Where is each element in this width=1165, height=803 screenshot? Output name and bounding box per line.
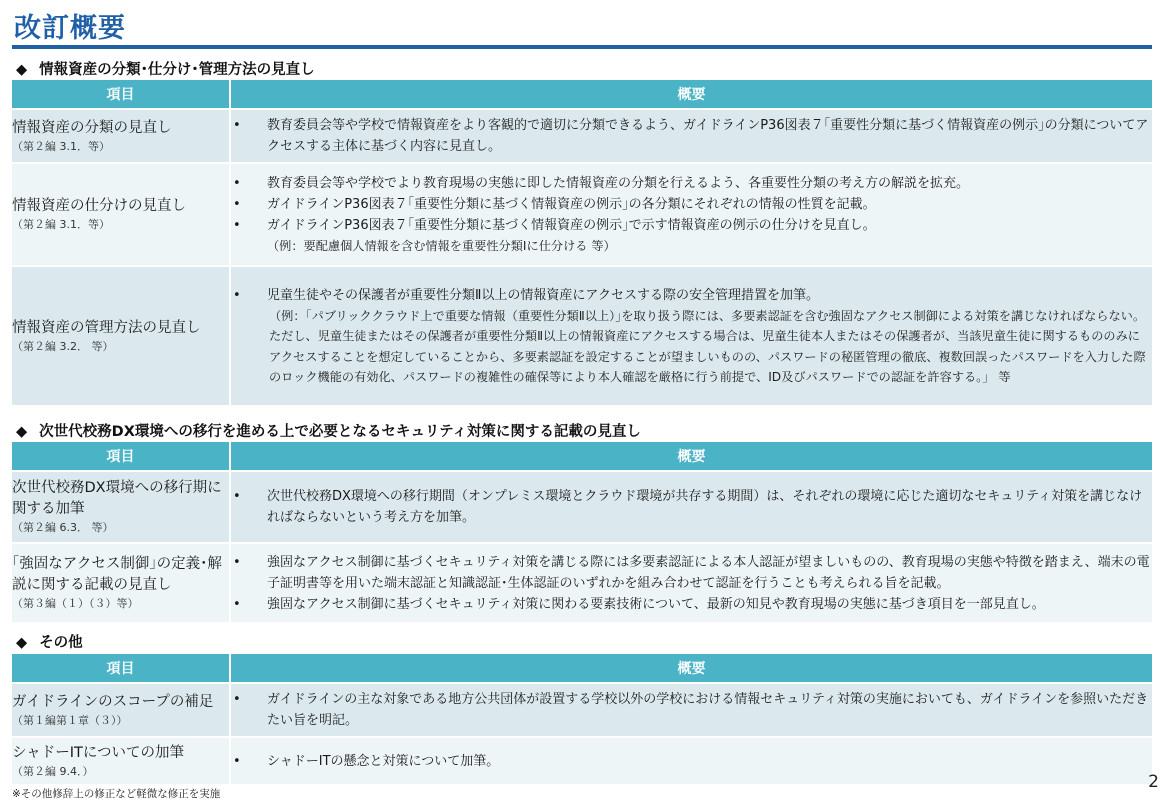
diamond-bullet-icon: ◆ <box>16 424 28 440</box>
summary-cell <box>231 267 1152 407</box>
column-header-item: 項目 <box>12 80 231 110</box>
table-row <box>12 684 1152 738</box>
table-row <box>12 738 1152 786</box>
section-heading-dx: ◆ 次世代校務DX環境への移行を進める上で必要となるセキュリティ対策に関する記載の見直し <box>16 424 641 440</box>
diamond-bullet-icon: ◆ <box>16 635 28 651</box>
table-dx <box>12 442 1152 624</box>
table-row <box>12 544 1152 624</box>
item-name: 情報資産の管理方法の見直し <box>12 319 201 336</box>
item-name: ｢強固なアクセス制御｣の定義･解説に関する記載の見直し <box>12 556 222 593</box>
bullet-item: • 教育委員会等や学校で情報資産をより客観的で適切に分類できるよう、ガイドラインP36図表７｢重要性分類に基づく情報資産の例示｣の分類についてアクセスする主体に基づく内容に見直し。 <box>231 115 1152 157</box>
item-name: ガイドラインのスコープの補足 <box>12 693 214 710</box>
table-classification <box>12 80 1152 407</box>
title-divider <box>12 45 1152 49</box>
item-cell <box>12 267 231 407</box>
summary-cell <box>231 684 1152 738</box>
table-row <box>12 267 1152 407</box>
example-note: （例：｢パブリッククラウド上で重要な情報（重要性分類Ⅱ以上）｣を取り扱う際には、多要素認証を含む強固なアクセス制御による対策を講じなければならない。ただし、児童生徒またはその保護者が重要性分類Ⅱ以上の情報資産にアクセスする場合は、児童生徒本人またはその保護者が、当該児童生徒に関するもののみにアクセスすることを想定していることから、多要素認証を設定することが望ましいものの、パスワードの秘匿管理の徹底、複数回誤ったパスワードを入力した際のロック機能の有効化、パスワードの複雑性の確保等により本人確認を厳格に行う前提で、ID及びパスワードでの認証を許容する。」 等 <box>269 308 1146 384</box>
bullet-item: • 強固なアクセス制御に基づくセキュリティ対策に関わる要素技術について、最新の知見や教育現場の実態に基づき項目を一部見直し。 <box>231 594 1152 615</box>
summary-cell <box>231 738 1152 786</box>
bullet-item: • ガイドラインP36図表７｢重要性分類に基づく情報資産の例示｣で示す情報資産の例示の仕分けを見直し。 <box>231 215 1152 236</box>
item-cell <box>12 738 231 786</box>
column-header-summary: 概要 <box>231 654 1152 684</box>
item-name: シャドーITについての加筆 <box>12 744 185 761</box>
bullet-item: • 次世代校務DX環境への移行期間（オンプレミス環境とクラウド環境が共存する期間）は、それぞれの環境に応じた適切なセキュリティ対策を講じなければならないという考え方を加筆。 <box>231 486 1152 528</box>
item-cell <box>12 110 231 164</box>
footnote: ※その他修辞上の修正など軽微な修正を実施 <box>12 788 221 800</box>
item-reference: （第１編第１章（３）） <box>12 713 128 727</box>
bullet-item: • 強固なアクセス制御に基づくセキュリティ対策を講じる際には多要素認証による本人認証が望ましいものの、教育現場の実態や特徴を踏まえ、端末の電子証明書等を用いた端末認証と知識認証･生体認証のいずれかを組み合わせて認証を行うことも考えられる旨を記載。 <box>231 552 1152 594</box>
item-name: 次世代校務DX環境への移行期に関する加筆 <box>12 480 222 517</box>
item-name: 情報資産の分類の見直し <box>12 119 172 136</box>
summary-cell <box>231 164 1152 267</box>
item-name: 情報資産の仕分けの見直し <box>12 198 186 214</box>
example-note: （例：要配慮個人情報を含む情報を重要性分類Ⅰに仕分ける 等） <box>267 238 616 253</box>
item-cell <box>12 164 231 267</box>
bullet-item: • 教育委員会等や学校でより教育現場の実態に即した情報資産の分類を行えるよう、各重要性分類の考え方の解説を拡充。 <box>231 173 1152 194</box>
item-cell <box>12 544 231 624</box>
bullet-item: • ガイドラインの主な対象である地方公共団体が設置する学校以外の学校における情報セキュリティ対策の実施においても、ガイドラインを参照いただきたい旨を明記。 <box>231 689 1152 731</box>
bullet-item: • シャドーITの懸念と対策について加筆。 <box>231 751 1152 772</box>
item-reference: （第３編（１）（３）等） <box>12 597 139 610</box>
bullet-item: • ガイドラインP36図表７｢重要性分類に基づく情報資産の例示｣の各分類にそれぞれの情報の性質を記載。 <box>231 194 1152 215</box>
section-heading-other: ◆ その他 <box>16 635 83 651</box>
column-header-item: 項目 <box>12 654 231 684</box>
item-reference: （第２編 6.3． 等） <box>12 521 114 534</box>
item-reference: （第２編 3.2． 等） <box>12 339 114 353</box>
column-header-summary: 概要 <box>231 442 1152 472</box>
item-cell <box>12 472 231 544</box>
summary-cell <box>231 544 1152 624</box>
table-other <box>12 654 1152 786</box>
page-title: 改訂概要 <box>14 13 126 44</box>
summary-cell <box>231 472 1152 544</box>
item-reference: （第２編 3.1．等） <box>12 218 110 231</box>
page-number: 2 <box>1148 772 1159 792</box>
table-row <box>12 110 1152 164</box>
section-heading-classification: ◆ 情報資産の分類･仕分け･管理方法の見直し <box>16 62 315 78</box>
diamond-bullet-icon: ◆ <box>16 62 28 78</box>
table-row <box>12 472 1152 544</box>
bullet-item: • 児童生徒やその保護者が重要性分類Ⅱ以上の情報資産にアクセスする際の安全管理措置を加筆。 <box>231 285 1152 306</box>
item-reference: （第２編 3.1．等） <box>12 139 110 153</box>
table-row <box>12 164 1152 267</box>
item-cell <box>12 684 231 738</box>
item-reference: （第２編 9.4．） <box>12 764 94 778</box>
column-header-summary: 概要 <box>231 80 1152 110</box>
column-header-item: 項目 <box>12 442 231 472</box>
summary-cell <box>231 110 1152 164</box>
